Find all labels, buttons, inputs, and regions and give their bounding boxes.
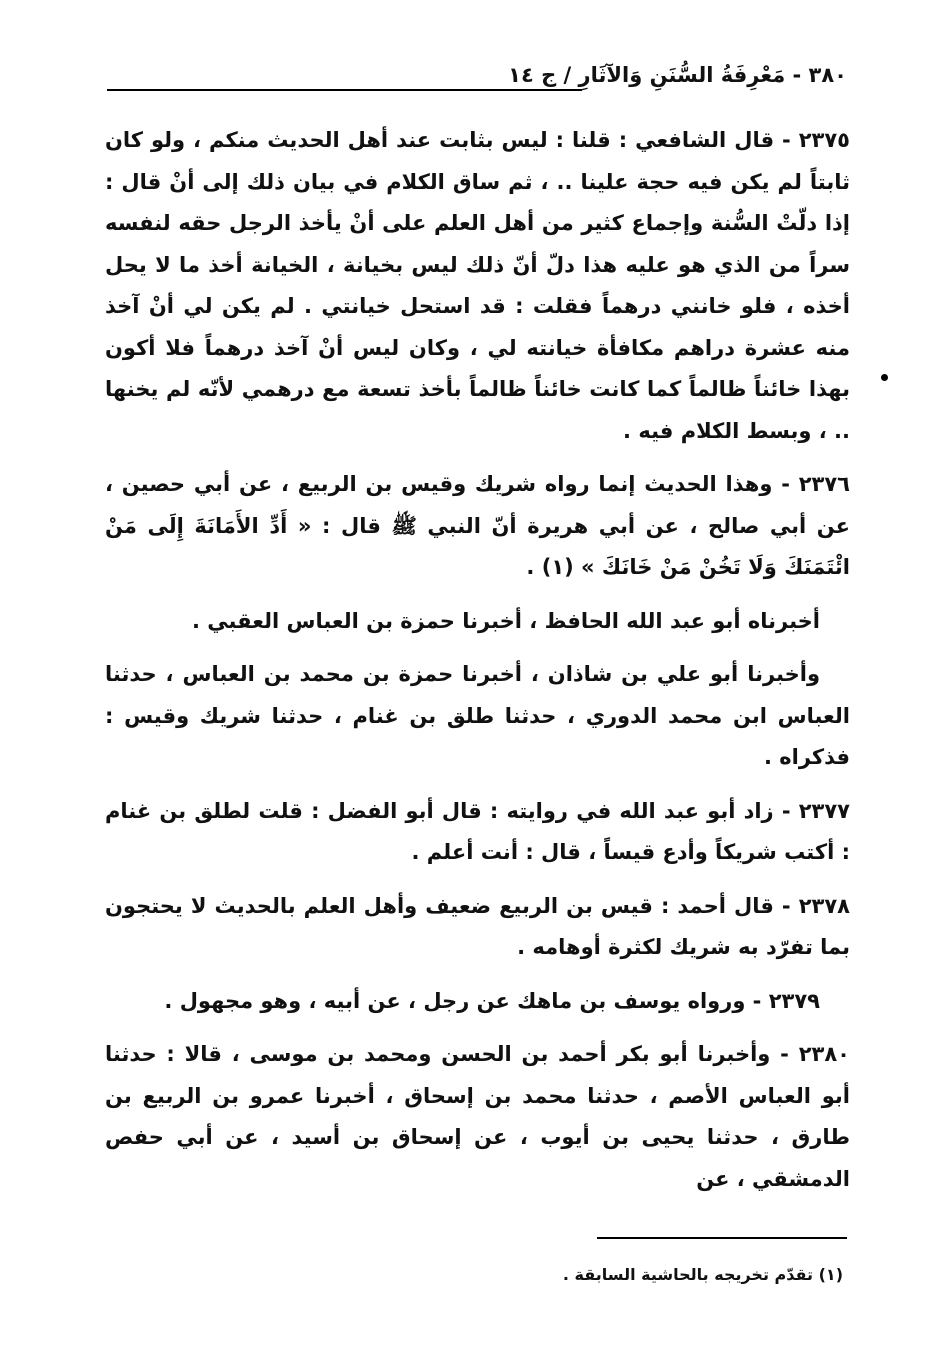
footnote-rule	[597, 1237, 847, 1239]
paragraph-text: - ورواه يوسف بن ماهك عن رجل ، عن أبيه ، وهو مجهول .	[164, 988, 769, 1013]
running-header	[107, 60, 847, 100]
footnote: (١) تقدّم تخريجه بالحاشية السابقة .	[562, 1265, 843, 1284]
main-text	[105, 120, 850, 1212]
paragraph-text: - قال الشافعي : قلنا : ليس بثابت عند أهل الحديث منكم ، ولو كان ثابتاً لم يكن فيه حجة علينا .. ، ثم ساق الكلام في بيان ذلك إلى أنْ قال : إذا دلّتْ السُّنة وإجماع كثير من أهل العلم على أنْ يأخذ الرجل حقه لنفسه سراً من الذي هو عليه هذا دلّ أنّ ذلك ليس بخيانة ، الخيانة أخذ ما لا يحل أخذه ، فلو خانني درهماً فقلت : قد استحل خيانتي . لم يكن لي أنْ آخذ منه عشرة دراهم مكافأة خيانته لي ، وكان ليس أنْ آخذ درهماً فلا أكون بهذا خائناً ظالماً كما كانت خائناً ظالماً بأخذ تسعة مع درهمي لأنّه لم يخنها .. ، وبسط الكلام فيه .	[105, 128, 850, 443]
paragraph-number: ٢٣٧٧	[798, 798, 850, 823]
paragraph-text: أخبرناه أبو عبد الله الحافظ ، أخبرنا حمزة بن العباس العقبي .	[192, 608, 820, 633]
paragraph-2376	[105, 464, 850, 589]
paragraph-number: ٢٣٧٩	[768, 988, 820, 1013]
paragraph-2377	[105, 791, 850, 874]
paragraph-number: ٢٣٨٠	[798, 1042, 850, 1066]
paragraph-2380	[105, 1034, 850, 1200]
paragraph-2378	[105, 886, 850, 969]
paragraph-number: ٢٣٧٦	[798, 472, 850, 496]
paragraph-text: - وهذا الحديث إنما رواه شريك وقيس بن الربيع ، عن أبي حصين ، عن أبي صالح ، عن أبي هريرة أنّ النبي ﷺ قال : « أَدِّ الأَمَانَةَ إِلَى مَنْ ائْتَمَنَكَ وَلَا تَخُنْ مَنْ خَانَكَ » (١) .	[105, 472, 850, 579]
header-rule	[107, 89, 582, 91]
paragraph-number: ٢٣٧٥	[798, 128, 850, 152]
running-header-text: ٣٨٠ - مَعْرِفَةُ السُّنَنِ وَالآثَارِ / ج ١٤	[508, 63, 847, 87]
paragraph-2379	[105, 981, 850, 1023]
paragraph-2375	[105, 120, 850, 452]
paragraph-text: - زاد أبو عبد الله في روايته : قال أبو الفضل : قلت لطلق بن غنام : أكتب شريكاً وأدع قيساً ، قال : أنت أعلم .	[105, 798, 850, 864]
paragraph-isnad-2	[105, 654, 850, 779]
paragraph-text: وأخبرنا أبو علي بن شاذان ، أخبرنا حمزة بن محمد بن العباس ، حدثنا العباس ابن محمد الدوري ، حدثنا طلق بن غنام ، حدثنا شريك وقيس : فذكراه .	[105, 662, 850, 769]
paragraph-text: - قال أحمد : قيس بن الربيع ضعيف وأهل العلم بالحديث لا يحتجون بما تفرّد به شريك لكثرة أوهامه .	[105, 893, 850, 959]
paragraph-number: ٢٣٧٨	[798, 893, 850, 918]
paragraph-text: - وأخبرنا أبو بكر أحمد بن الحسن ومحمد بن موسى ، قالا : حدثنا أبو العباس الأصم ، حدثنا محمد بن إسحاق ، أخبرنا عمرو بن الربيع بن طارق ، حدثنا يحيى بن أيوب ، عن إسحاق بن أسيد ، عن أبي حفص الدمشقي ، عن	[105, 1042, 850, 1191]
paragraph-isnad-1	[105, 601, 850, 643]
margin-dot	[881, 374, 888, 381]
